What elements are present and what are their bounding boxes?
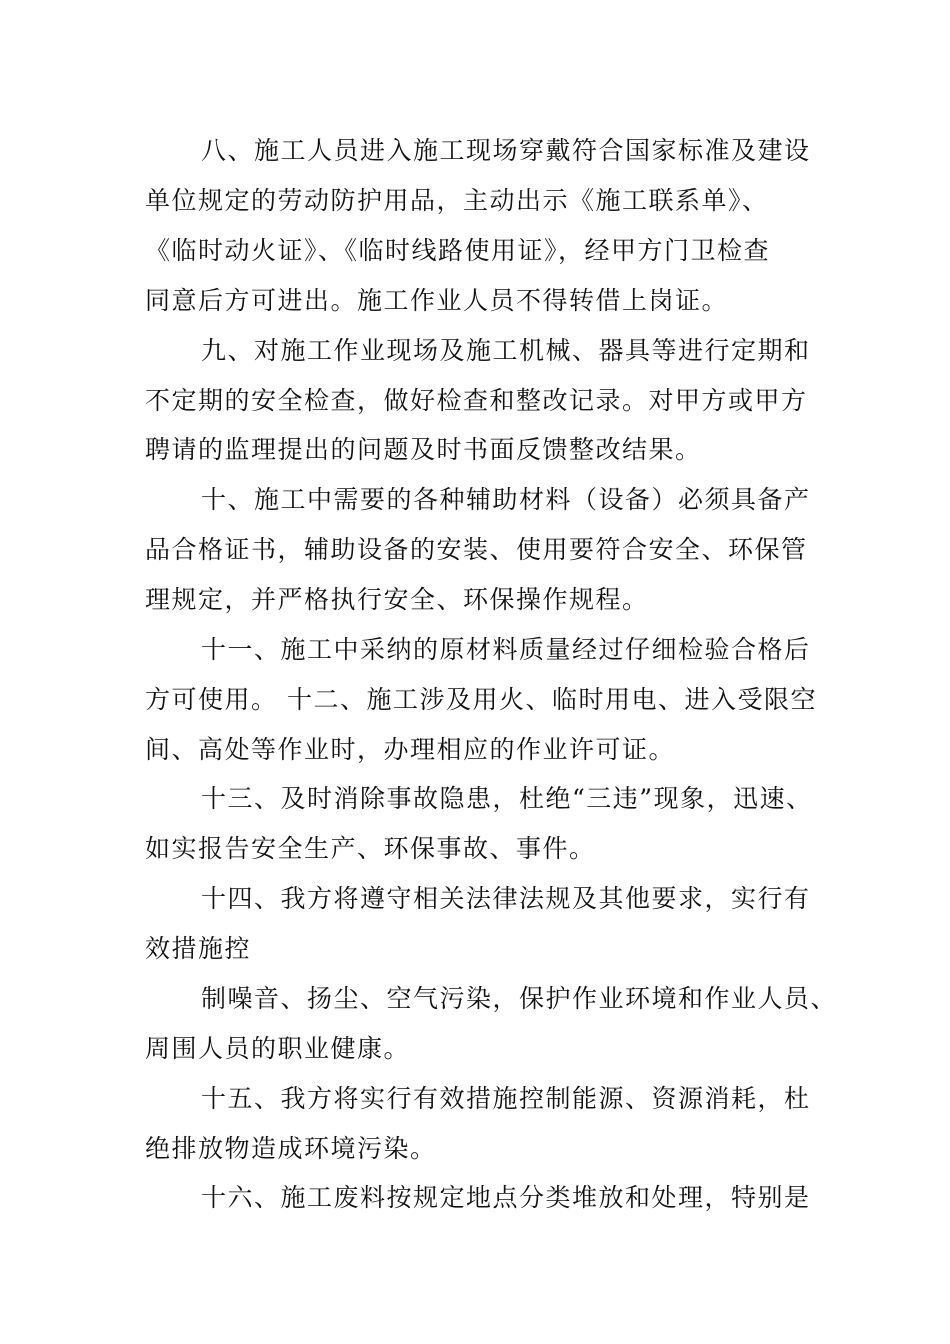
text-line: 八、施工人员进入施工现场穿戴符合国家标准及建设 (201, 136, 811, 165)
text-line: 理规定，并严格执行安全、环保操作规程。 (145, 585, 649, 614)
text-line: 周围人员的职业健康。 (145, 1034, 411, 1063)
text-line: 如实报告安全生产、环保事故、事件。 (145, 834, 596, 863)
text-line: 效措施控 (145, 934, 252, 963)
text-line: 十、施工中需要的各种辅助材料（设备）必须具备产 (201, 485, 811, 514)
text-line: 十四、我方将遵守相关法律法规及其他要求，实行有 (201, 884, 811, 913)
text-line: 不定期的安全检查，做好检查和整改记录。对甲方或甲方 (145, 386, 808, 415)
text-line: 同意后方可进出。施工作业人员不得转借上岗证。 (145, 286, 729, 315)
text-line: 品合格证书，辅助设备的安装、使用要符合安全、环保管 (145, 535, 808, 564)
text-line: 十三、及时消除事故隐患，杜绝“三违”现象，迅速、 (201, 784, 813, 813)
text-line: 制噪音、扬尘、空气污染，保护作业环境和作业人员、 (201, 984, 838, 1013)
text-line: 十一、施工中采纳的原材料质量经过仔细检验合格后 (201, 635, 811, 664)
text-line: 十六、施工废料按规定地点分类堆放和处理，特别是 (201, 1183, 811, 1212)
text-line: 单位规定的劳动防护用品，主动出示《施工联系单》、 (145, 186, 769, 215)
text-line: 绝排放物造成环境污染。 (145, 1134, 437, 1163)
text-line: 间、高处等作业时，办理相应的作业许可证。 (145, 735, 676, 764)
text-line: 十五、我方将实行有效措施控制能源、资源消耗，杜 (201, 1084, 811, 1113)
text-line: 方可使用。 十二、施工涉及用火、临时用电、进入受限空 (145, 685, 817, 714)
text-line: 九、对施工作业现场及施工机械、器具等进行定期和 (201, 336, 811, 365)
text-line: 《临时动火证》、《临时线路使用证》，经甲方门卫检查 (145, 236, 771, 265)
text-line: 聘请的监理提出的问题及时书面反馈整改结果。 (145, 435, 702, 464)
